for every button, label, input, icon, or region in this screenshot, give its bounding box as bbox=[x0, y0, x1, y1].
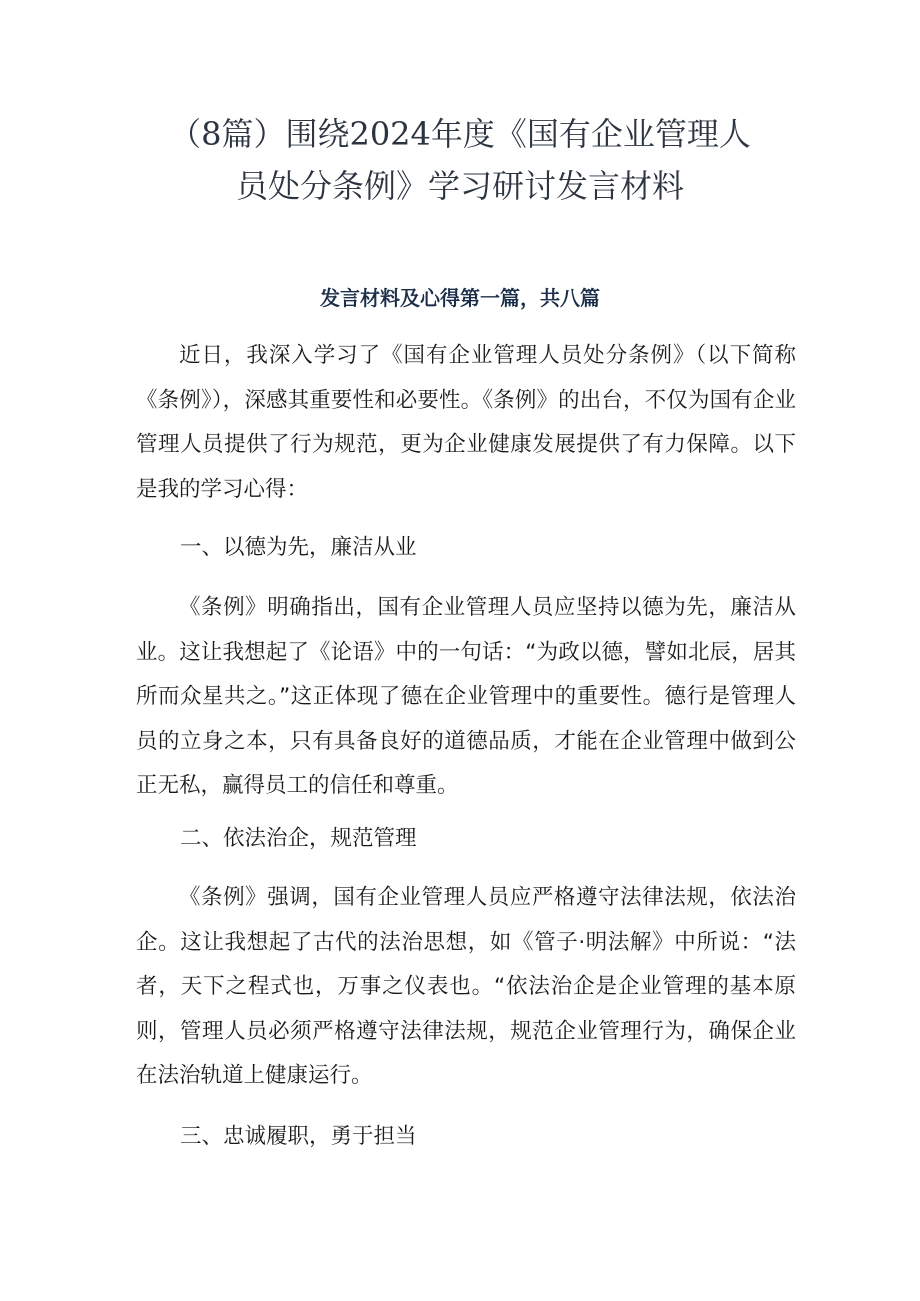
section-1-paragraph: 《条例》明确指出，国有企业管理人员应坚持以德为先，廉洁从业。这让我想起了《论语》中的一句话：“为政以德，譬如北辰，居其所而众星共之。”这正体现了德在企业管理中的重要性。德行是管理人员的立身之本，只有具备良好的道德品质，才能在企业管理中做到公正无私，赢得员工的信任和尊重。 bbox=[136, 595, 796, 798]
section-3-heading: 三、忠诚履职，勇于担当 bbox=[180, 1124, 417, 1149]
intro-paragraph: 近日，我深入学习了《国有企业管理人员处分条例》（以下简称《条例》），深感其重要性和必要性。《条例》的出台，不仅为国有企业管理人员提供了行为规范，更为企业健康发展提供了有力保障。以下是我的学习心得： bbox=[136, 343, 796, 502]
section-1-heading: 一、以德为先，廉洁从业 bbox=[180, 535, 417, 560]
section-2-heading: 二、依法治企，规范管理 bbox=[180, 826, 417, 851]
title-line-2: 员处分条例》学习研讨发言材料 bbox=[235, 167, 684, 205]
title-line-1: （8篇）围绕2024年度《国有企业管理人 bbox=[169, 115, 751, 153]
section-subtitle: 发言材料及心得第一篇，共八篇 bbox=[320, 286, 600, 310]
section-2-paragraph: 《条例》强调，国有企业管理人员应严格遵守法律法规，依法治企。这让我想起了古代的法治思想，如《管子·明法解》中所说：“法者，天下之程式也，万事之仪表也。“依法治企是企业管理的基本原则，管理人员必须严格遵守法律法规，规范企业管理行为，确保企业在法治轨道上健康运行。 bbox=[136, 885, 796, 1088]
document-title bbox=[120, 108, 800, 212]
